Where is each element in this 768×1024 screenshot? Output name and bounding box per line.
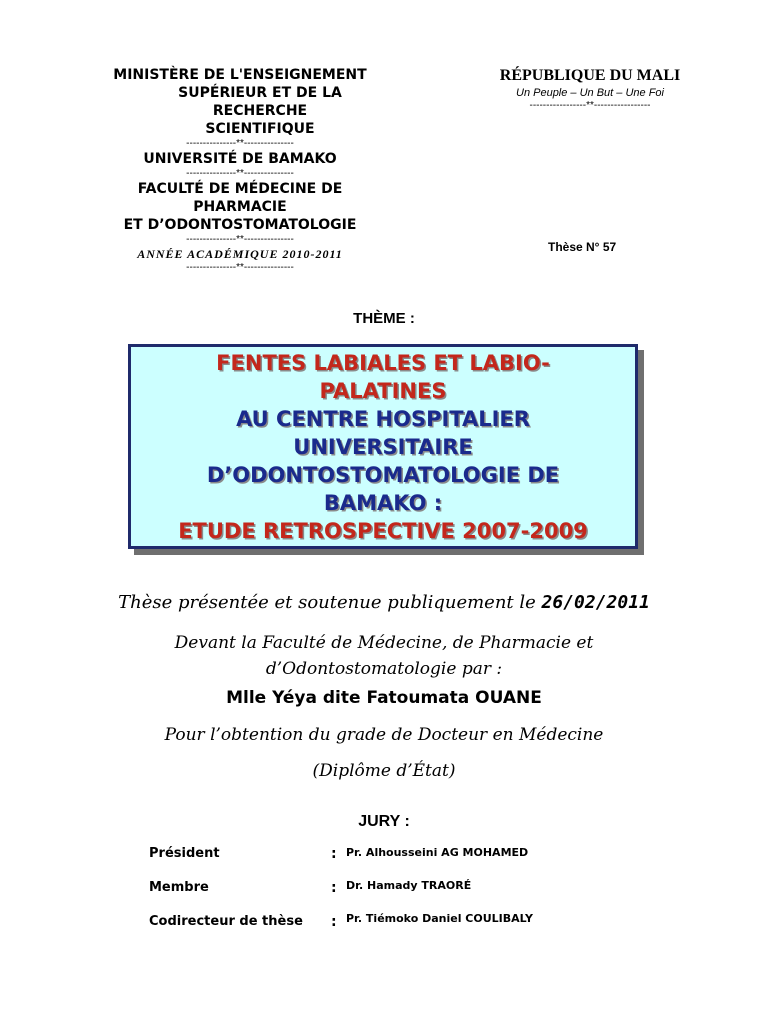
ministry-line-2: SUPÉRIEUR ET DE LA [178,85,342,101]
separator-1: ---------------**--------------- [186,138,294,149]
defense-date: 26/02/2011 [541,592,650,613]
diploma-label: (Diplôme d’État) [312,761,456,781]
institution-header [60,66,420,274]
jury-heading: JURY : [358,813,410,830]
title-line-5: D’ODONTOSTOMATOLOGIE DE [206,463,560,487]
separator-2: ---------------**--------------- [186,168,294,179]
candidate-name: Mlle Yéya dite Fatoumata OUANE [226,688,542,708]
title-line-1: FENTES LABIALES ET LABIO- [216,351,550,375]
jury-colon-2: : [331,880,337,896]
republic-separator: -----------------**----------------- [529,100,651,111]
faculty-statement-1: Devant la Faculté de Médecine, de Pharmacie et [174,633,594,653]
title-line-6: BAMAKO : [323,491,443,515]
faculty-line-1: FACULTÉ DE MÉDECINE DE [137,181,343,197]
separator-3: ---------------**--------------- [186,234,294,245]
ministry-line-3: RECHERCHE [212,103,308,119]
jury-role-member: Membre [149,880,209,895]
jury-role-president: Président [149,846,220,861]
presentation-text: Thèse présentée et soutenue publiquement le [118,592,542,613]
title-line-3: AU CENTRE HOSPITALIER [236,407,530,431]
jury-name-codirector: Pr. Tiémoko Daniel COULIBALY [346,912,533,925]
title-line-2: PALATINES [319,379,447,403]
thesis-title-box [128,344,638,549]
theme-label: THÈME : [353,310,415,327]
ministry-line-1: MINISTÈRE DE L'ENSEIGNEMENT [113,67,367,83]
jury-colon-1: : [331,846,337,862]
faculty-line-2: PHARMACIE [193,199,287,215]
title-line-7: ETUDE RETROSPECTIVE 2007-2009 [178,519,588,543]
thesis-number: Thèse N° 57 [548,240,617,254]
title-line-4: UNIVERSITAIRE [293,435,473,459]
ministry-line-4: SCIENTIFIQUE [205,121,315,137]
separator-4: ---------------**--------------- [186,262,294,273]
jury-name-member: Dr. Hamady TRAORÉ [346,879,472,892]
national-motto: Un Peuple – Un But – Une Foi [516,87,664,99]
jury-colon-3: : [331,914,337,930]
degree-purpose: Pour l’obtention du grade de Docteur en Médecine [164,725,604,745]
jury-role-codirector: Codirecteur de thèse [149,914,303,929]
presentation-statement [0,592,768,613]
jury-name-president: Pr. Alhousseini AG MOHAMED [346,846,529,859]
republic-header [460,66,720,112]
university-name: UNIVERSITÉ DE BAMAKO [143,151,337,167]
faculty-line-3: ET D’ODONTOSTOMATOLOGIE [123,217,357,233]
republic-name: RÉPUBLIQUE DU MALI [499,67,681,84]
faculty-statement-2: d’Odontostomatologie par : [265,659,503,679]
academic-year: ANNÉE ACADÉMIQUE 2010-2011 [137,247,343,261]
